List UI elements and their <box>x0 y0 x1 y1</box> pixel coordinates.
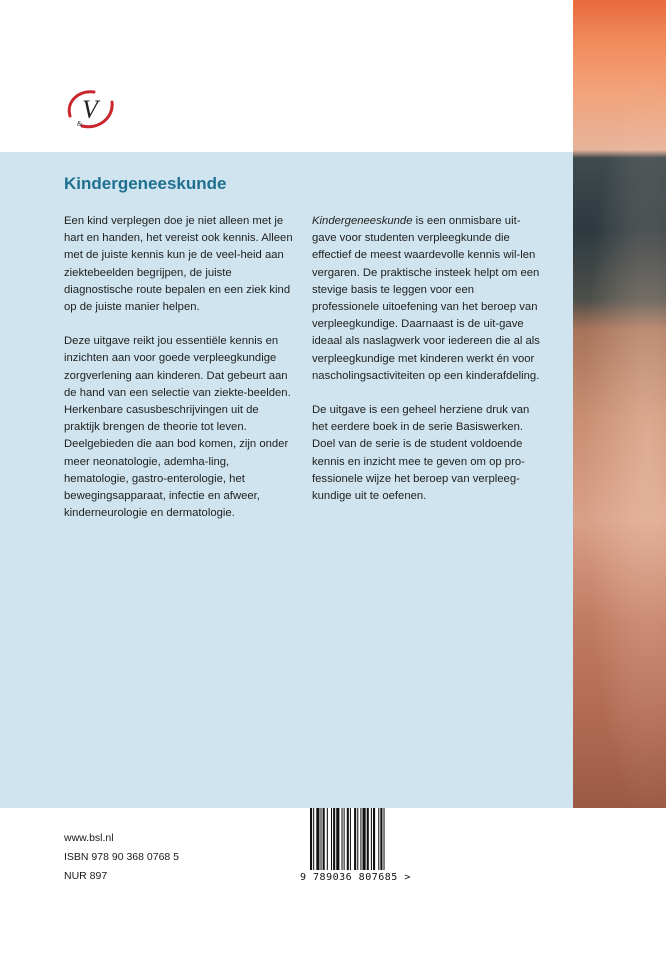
blurb-paragraph: Deze uitgave reikt jou essentiële kennis en inzichten aan voor goede verpleegkundige zorgverlening aan kinderen. Dat gebeurt aan de hand van een selectie van ziekte-beelden. Herkenbare casusbeschrijvingen uit de praktijk brengen de theorie tot leven. Deelgebieden die aan bod komen, zijn onder meer neonatologie, ademha-ling, hematologie, gastro-enterologie, het bewegingsapparaat, infectie en afweer, kinderneurologie en dermatologie. <box>64 335 291 520</box>
barcode-bar <box>380 808 382 870</box>
barcode-bar <box>321 808 322 870</box>
cover-photo-strip <box>573 0 666 808</box>
website-link[interactable]: www.bsl.nl <box>64 832 114 844</box>
barcode-bar <box>313 808 314 870</box>
barcode-bar <box>333 808 335 870</box>
barcode-digits: 9 789036 807685 > <box>300 872 411 883</box>
barcode-bar <box>336 808 339 870</box>
barcode-bar <box>384 808 385 870</box>
barcode-bar <box>316 808 319 870</box>
barcode-bar <box>378 808 379 870</box>
barcode-bar <box>327 808 328 870</box>
barcode-bar <box>323 808 325 870</box>
blurb-right-column <box>312 213 544 522</box>
barcode-bar <box>310 808 312 870</box>
blurb-paragraph: Een kind verplegen doe je niet alleen met je hart en handen, het vereist ook kennis. Alleen met de juiste kennis kun je de veel-heid aan ziektebeelden begrijpen, de juiste diagnostische route bepalen en een ziek kind op de juiste manier helpen. <box>64 215 293 314</box>
barcode-bar <box>357 808 358 870</box>
barcode-bar <box>350 808 351 870</box>
logo-letter: V <box>82 95 98 124</box>
blurb-left-column <box>64 213 296 539</box>
barcode-bar <box>373 808 375 870</box>
book-title-italic: Kindergeneeskunde <box>312 215 413 227</box>
barcode-bar <box>342 808 343 870</box>
barcode-bar <box>344 808 345 870</box>
barcode-bar <box>347 808 349 870</box>
blurb-text: is een onmisbare uit-gave voor studenten verpleegkunde die effectief de meest waardevolle kennis wil-len vergaren. De praktische insteek helpt om een stevige basis te leggen voor een professionele uitoefening van het beroep van verpleegkundige. Daarnaast is de uit-gave ideaal als naslagwerk voor iedereen die al als verpleegkundige met kinderen werkt én voor nascholingsactiviteiten op een kinderafdeling. <box>312 215 540 382</box>
publisher-logo <box>64 86 120 130</box>
blurb-paragraph <box>312 213 544 385</box>
publication-info <box>64 829 179 886</box>
barcode-bar <box>371 808 372 870</box>
barcode-bar <box>331 808 332 870</box>
barcode-bar <box>354 808 356 870</box>
barcode-bar <box>363 808 366 870</box>
isbn-number: ISBN 978 90 368 0768 5 <box>64 851 180 863</box>
nur-code: NUR 897 <box>64 870 108 882</box>
book-title: Kindergeneeskunde <box>64 174 227 193</box>
isbn-barcode <box>300 808 418 886</box>
barcode-bar <box>367 808 369 870</box>
blurb-paragraph: De uitgave is een geheel herziene druk van het eerdere boek in de serie Basiswerken. Doel van de serie is de student voldoende kennis en inzicht mee te geven om op pro-fessionele wijze het beroep van verpleeg-kundige uit te oefenen. <box>312 404 530 503</box>
svg-text:&: & <box>77 120 83 128</box>
barcode-bar <box>360 808 361 870</box>
barcode-bars <box>310 808 410 870</box>
